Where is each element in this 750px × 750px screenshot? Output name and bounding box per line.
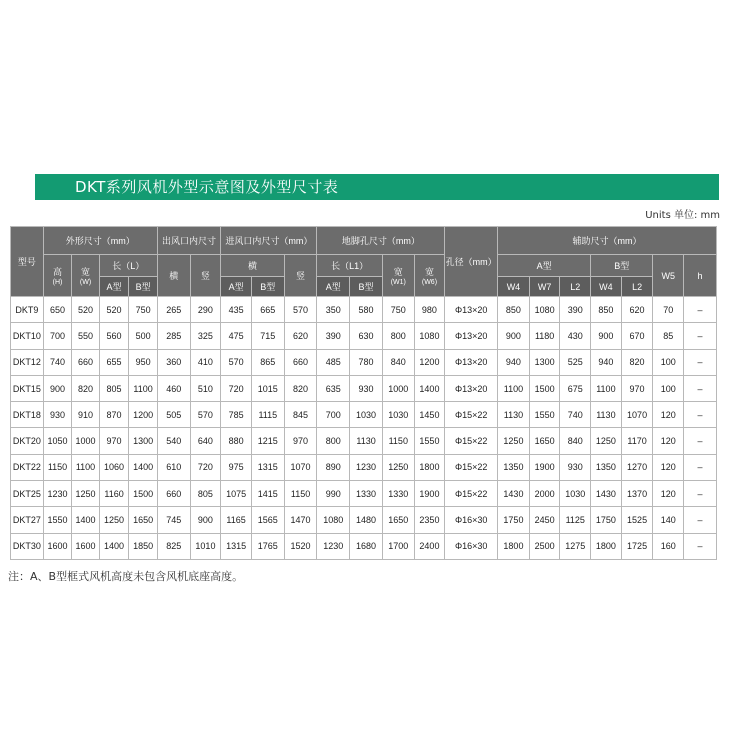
model-cell: DKT9 bbox=[11, 297, 44, 323]
header-outlet-horizontal: 横 bbox=[157, 255, 190, 297]
table-cell: 940 bbox=[591, 349, 622, 375]
header-foot-type-a: A型 bbox=[317, 277, 350, 297]
table-cell: 930 bbox=[43, 402, 72, 428]
table-cell: 930 bbox=[350, 375, 383, 401]
header-aux-a-w4: W4 bbox=[498, 277, 530, 297]
table-cell: 1115 bbox=[251, 402, 284, 428]
table-cell: 1750 bbox=[591, 507, 622, 533]
table-cell: 700 bbox=[43, 323, 72, 349]
table-cell: 1415 bbox=[251, 481, 284, 507]
table-cell: 1050 bbox=[43, 428, 72, 454]
table-cell: – bbox=[684, 481, 717, 507]
table-cell: 635 bbox=[317, 375, 350, 401]
table-cell: 900 bbox=[498, 323, 530, 349]
table-cell: Φ16×30 bbox=[445, 533, 498, 559]
table-cell: 1060 bbox=[99, 454, 129, 480]
table-row bbox=[11, 349, 717, 375]
table-cell: 560 bbox=[99, 323, 129, 349]
table-cell: 1400 bbox=[129, 454, 158, 480]
table-cell: 520 bbox=[72, 297, 99, 323]
table-cell: 1250 bbox=[72, 481, 99, 507]
table-cell: 500 bbox=[129, 323, 158, 349]
header-foot-width-w6-sub: (W6) bbox=[421, 278, 438, 286]
table-cell: 1030 bbox=[350, 402, 383, 428]
header-height bbox=[43, 255, 72, 297]
table-cell: 1170 bbox=[621, 428, 653, 454]
table-cell: 550 bbox=[72, 323, 99, 349]
table-cell: 675 bbox=[560, 375, 591, 401]
table-cell: 1330 bbox=[382, 481, 414, 507]
table-cell: 1600 bbox=[72, 533, 99, 559]
header-model: 型号 bbox=[11, 227, 44, 297]
table-cell: 890 bbox=[317, 454, 350, 480]
table-cell: 430 bbox=[560, 323, 591, 349]
header-height-sub: (H) bbox=[52, 278, 63, 286]
table-cell: 140 bbox=[653, 507, 684, 533]
header-height-label: 高 bbox=[53, 266, 63, 277]
header-w5: W5 bbox=[653, 255, 684, 297]
table-cell: 100 bbox=[653, 375, 684, 401]
table-cell: 360 bbox=[157, 349, 190, 375]
table-cell: 1800 bbox=[414, 454, 445, 480]
header-foot-width-w6-label: 宽 bbox=[424, 266, 434, 277]
table-cell: 900 bbox=[43, 375, 72, 401]
table-cell: Φ15×22 bbox=[445, 481, 498, 507]
header-inlet-dimensions: 进风口内尺寸（mm） bbox=[221, 227, 317, 255]
table-cell: Φ13×20 bbox=[445, 349, 498, 375]
table-cell: 1030 bbox=[382, 402, 414, 428]
header-aux-type-a: A型 bbox=[498, 255, 591, 277]
table-cell: 660 bbox=[72, 349, 99, 375]
table-cell: 1180 bbox=[529, 323, 560, 349]
table-cell: 1130 bbox=[350, 428, 383, 454]
table-cell: 750 bbox=[129, 297, 158, 323]
table-cell: 1160 bbox=[99, 481, 129, 507]
table-cell: – bbox=[684, 428, 717, 454]
table-cell: 840 bbox=[382, 349, 414, 375]
table-row bbox=[11, 454, 717, 480]
table-cell: 570 bbox=[221, 349, 252, 375]
table-cell: 1165 bbox=[221, 507, 252, 533]
table-cell: 740 bbox=[43, 349, 72, 375]
table-cell: 1070 bbox=[621, 402, 653, 428]
table-cell: 780 bbox=[350, 349, 383, 375]
table-row bbox=[11, 375, 717, 401]
table-cell: 1215 bbox=[251, 428, 284, 454]
table-cell: 570 bbox=[190, 402, 221, 428]
table-cell: 1550 bbox=[414, 428, 445, 454]
table-cell: 1150 bbox=[43, 454, 72, 480]
table-cell: 2000 bbox=[529, 481, 560, 507]
table-cell: 1075 bbox=[221, 481, 252, 507]
table-cell: 970 bbox=[621, 375, 653, 401]
table-cell: 1470 bbox=[284, 507, 317, 533]
table-cell: 805 bbox=[190, 481, 221, 507]
table-cell: – bbox=[684, 297, 717, 323]
header-foot-length: 长（L1） bbox=[317, 255, 383, 277]
table-cell: 1370 bbox=[621, 481, 653, 507]
table-cell: 1520 bbox=[284, 533, 317, 559]
table-cell: 1400 bbox=[99, 533, 129, 559]
header-aux-a-w7: W7 bbox=[529, 277, 560, 297]
table-cell: 1200 bbox=[129, 402, 158, 428]
table-cell: 120 bbox=[653, 454, 684, 480]
table-cell: 1270 bbox=[621, 454, 653, 480]
table-cell: 1150 bbox=[284, 481, 317, 507]
table-cell: 525 bbox=[560, 349, 591, 375]
table-cell: 1430 bbox=[591, 481, 622, 507]
model-cell: DKT15 bbox=[11, 375, 44, 401]
table-cell: Φ15×22 bbox=[445, 428, 498, 454]
table-cell: 820 bbox=[72, 375, 99, 401]
table-cell: 910 bbox=[72, 402, 99, 428]
table-cell: Φ13×20 bbox=[445, 323, 498, 349]
table-cell: 970 bbox=[99, 428, 129, 454]
dimension-table bbox=[10, 226, 717, 560]
table-cell: 1150 bbox=[382, 428, 414, 454]
model-cell: DKT18 bbox=[11, 402, 44, 428]
table-cell: 1070 bbox=[284, 454, 317, 480]
table-cell: 1300 bbox=[129, 428, 158, 454]
table-cell: 100 bbox=[653, 349, 684, 375]
table-row bbox=[11, 481, 717, 507]
model-cell: DKT30 bbox=[11, 533, 44, 559]
table-cell: – bbox=[684, 349, 717, 375]
table-cell: 700 bbox=[317, 402, 350, 428]
header-inlet-horizontal: 横 bbox=[221, 255, 284, 277]
table-cell: 850 bbox=[591, 297, 622, 323]
table-row bbox=[11, 507, 717, 533]
table-cell: – bbox=[684, 507, 717, 533]
header-width-sub: (W) bbox=[79, 278, 92, 286]
table-cell: 900 bbox=[190, 507, 221, 533]
table-cell: 740 bbox=[560, 402, 591, 428]
table-row bbox=[11, 297, 717, 323]
table-cell: 1400 bbox=[72, 507, 99, 533]
table-cell: 1315 bbox=[251, 454, 284, 480]
table-cell: 2400 bbox=[414, 533, 445, 559]
table-cell: 640 bbox=[190, 428, 221, 454]
model-cell: DKT22 bbox=[11, 454, 44, 480]
table-cell: Φ13×20 bbox=[445, 375, 498, 401]
table-cell: 670 bbox=[621, 323, 653, 349]
table-cell: 1900 bbox=[529, 454, 560, 480]
table-cell: 1350 bbox=[591, 454, 622, 480]
table-cell: 1550 bbox=[43, 507, 72, 533]
table-cell: 660 bbox=[284, 349, 317, 375]
table-cell: 1230 bbox=[43, 481, 72, 507]
header-outer-dimensions: 外形尺寸（mm） bbox=[43, 227, 157, 255]
table-cell: 1300 bbox=[529, 349, 560, 375]
table-cell: 1525 bbox=[621, 507, 653, 533]
model-cell: DKT10 bbox=[11, 323, 44, 349]
table-title: DKT系列风机外型示意图及外型尺寸表 bbox=[35, 174, 719, 200]
header-inlet-vertical: 竖 bbox=[284, 255, 317, 297]
table-cell: 1000 bbox=[382, 375, 414, 401]
table-cell: Φ13×20 bbox=[445, 297, 498, 323]
table-cell: 1480 bbox=[350, 507, 383, 533]
table-cell: 1450 bbox=[414, 402, 445, 428]
header-foot-width-w1-sub: (W1) bbox=[390, 278, 406, 286]
table-cell: 805 bbox=[99, 375, 129, 401]
table-cell: 1850 bbox=[129, 533, 158, 559]
table-cell: 1130 bbox=[498, 402, 530, 428]
table-cell: 800 bbox=[382, 323, 414, 349]
model-cell: DKT27 bbox=[11, 507, 44, 533]
table-cell: 520 bbox=[99, 297, 129, 323]
table-cell: 610 bbox=[157, 454, 190, 480]
table-cell: 510 bbox=[190, 375, 221, 401]
table-cell: – bbox=[684, 375, 717, 401]
table-cell: 2450 bbox=[529, 507, 560, 533]
table-cell: 800 bbox=[317, 428, 350, 454]
table-cell: 665 bbox=[251, 297, 284, 323]
table-cell: 1080 bbox=[529, 297, 560, 323]
table-cell: 1125 bbox=[560, 507, 591, 533]
table-cell: 660 bbox=[157, 481, 190, 507]
header-aux-b-l2: L2 bbox=[621, 277, 653, 297]
header-foot-hole-dimensions: 地脚孔尺寸（mm） bbox=[317, 227, 445, 255]
table-cell: 1275 bbox=[560, 533, 591, 559]
table-cell: 870 bbox=[99, 402, 129, 428]
table-cell: 820 bbox=[284, 375, 317, 401]
header-auxiliary-dimensions: 辅助尺寸（mm） bbox=[498, 227, 717, 255]
table-cell: 1800 bbox=[591, 533, 622, 559]
table-cell: 980 bbox=[414, 297, 445, 323]
table-cell: Φ15×22 bbox=[445, 454, 498, 480]
header-hole-diameter: 孔径（mm） bbox=[445, 227, 498, 297]
table-cell: 460 bbox=[157, 375, 190, 401]
table-cell: 1000 bbox=[72, 428, 99, 454]
table-cell: 485 bbox=[317, 349, 350, 375]
table-cell: Φ16×30 bbox=[445, 507, 498, 533]
table-cell: 950 bbox=[129, 349, 158, 375]
table-cell: 1100 bbox=[72, 454, 99, 480]
table-cell: 745 bbox=[157, 507, 190, 533]
table-cell: 120 bbox=[653, 481, 684, 507]
table-cell: 1100 bbox=[498, 375, 530, 401]
table-cell: 1550 bbox=[529, 402, 560, 428]
table-cell: 1015 bbox=[251, 375, 284, 401]
table-row bbox=[11, 323, 717, 349]
table-cell: 1500 bbox=[529, 375, 560, 401]
table-cell: 1250 bbox=[591, 428, 622, 454]
table-cell: 930 bbox=[560, 454, 591, 480]
table-cell: 850 bbox=[498, 297, 530, 323]
table-cell: 390 bbox=[560, 297, 591, 323]
table-cell: 720 bbox=[221, 375, 252, 401]
table-cell: 2500 bbox=[529, 533, 560, 559]
table-cell: 1650 bbox=[382, 507, 414, 533]
table-cell: 750 bbox=[382, 297, 414, 323]
table-cell: 1100 bbox=[129, 375, 158, 401]
header-foot-type-b: B型 bbox=[350, 277, 383, 297]
table-cell: 1080 bbox=[317, 507, 350, 533]
table-cell: 825 bbox=[157, 533, 190, 559]
table-cell: 1080 bbox=[414, 323, 445, 349]
table-cell: 540 bbox=[157, 428, 190, 454]
table-cell: 1130 bbox=[591, 402, 622, 428]
header-length-type-b: B型 bbox=[129, 277, 158, 297]
table-cell: 350 bbox=[317, 297, 350, 323]
table-cell: 840 bbox=[560, 428, 591, 454]
table-cell: – bbox=[684, 323, 717, 349]
header-inlet-type-b: B型 bbox=[251, 277, 284, 297]
table-cell: 1250 bbox=[99, 507, 129, 533]
table-cell: 1200 bbox=[414, 349, 445, 375]
model-cell: DKT20 bbox=[11, 428, 44, 454]
table-cell: 650 bbox=[43, 297, 72, 323]
table-cell: 580 bbox=[350, 297, 383, 323]
footnote: 注：A、B型框式风机高度未包含风机底座高度。 bbox=[8, 570, 244, 583]
table-cell: 1100 bbox=[591, 375, 622, 401]
table-body bbox=[11, 297, 717, 560]
table-cell: 120 bbox=[653, 428, 684, 454]
table-cell: – bbox=[684, 402, 717, 428]
table-cell: 475 bbox=[221, 323, 252, 349]
units-label: Units 单位: mm bbox=[645, 210, 720, 221]
table-cell: 435 bbox=[221, 297, 252, 323]
header-foot-width-w1-label: 宽 bbox=[393, 266, 403, 277]
table-cell: 900 bbox=[591, 323, 622, 349]
header-inlet-type-a: A型 bbox=[221, 277, 252, 297]
table-cell: 1600 bbox=[43, 533, 72, 559]
table-cell: 1500 bbox=[129, 481, 158, 507]
table-cell: 655 bbox=[99, 349, 129, 375]
table-cell: 865 bbox=[251, 349, 284, 375]
table-cell: 820 bbox=[621, 349, 653, 375]
table-row bbox=[11, 533, 717, 559]
header-aux-type-b: B型 bbox=[591, 255, 653, 277]
table-cell: 880 bbox=[221, 428, 252, 454]
table-cell: 1680 bbox=[350, 533, 383, 559]
table-cell: 570 bbox=[284, 297, 317, 323]
table-cell: 1330 bbox=[350, 481, 383, 507]
table-cell: 85 bbox=[653, 323, 684, 349]
table-cell: 70 bbox=[653, 297, 684, 323]
table-cell: 290 bbox=[190, 297, 221, 323]
table-cell: 785 bbox=[221, 402, 252, 428]
table-cell: 975 bbox=[221, 454, 252, 480]
table-cell: 990 bbox=[317, 481, 350, 507]
table-cell: 630 bbox=[350, 323, 383, 349]
table-cell: 1250 bbox=[498, 428, 530, 454]
table-row bbox=[11, 428, 717, 454]
table-cell: 1700 bbox=[382, 533, 414, 559]
header-h: h bbox=[684, 255, 717, 297]
table-cell: – bbox=[684, 533, 717, 559]
header-foot-width-w1 bbox=[382, 255, 414, 297]
table-cell: 620 bbox=[284, 323, 317, 349]
table-cell: 1765 bbox=[251, 533, 284, 559]
table-cell: 505 bbox=[157, 402, 190, 428]
table-row bbox=[11, 402, 717, 428]
header-length: 长（L） bbox=[99, 255, 157, 277]
table-cell: 1315 bbox=[221, 533, 252, 559]
table-cell: 120 bbox=[653, 402, 684, 428]
table-cell: 1010 bbox=[190, 533, 221, 559]
table-cell: 265 bbox=[157, 297, 190, 323]
header-outlet-vertical: 竖 bbox=[190, 255, 221, 297]
table-cell: 1250 bbox=[382, 454, 414, 480]
table-cell: 715 bbox=[251, 323, 284, 349]
header-length-type-a: A型 bbox=[99, 277, 129, 297]
table-cell: 1430 bbox=[498, 481, 530, 507]
table-cell: 1725 bbox=[621, 533, 653, 559]
header-width bbox=[72, 255, 99, 297]
table-cell: 970 bbox=[284, 428, 317, 454]
table-cell: 620 bbox=[621, 297, 653, 323]
table-cell: 2350 bbox=[414, 507, 445, 533]
table-cell: 1650 bbox=[129, 507, 158, 533]
table-cell: 410 bbox=[190, 349, 221, 375]
header-outlet-dimensions: 出风口内尺寸 bbox=[157, 227, 220, 255]
table-cell: 1350 bbox=[498, 454, 530, 480]
table-cell: 1230 bbox=[317, 533, 350, 559]
table-cell: 1650 bbox=[529, 428, 560, 454]
model-cell: DKT25 bbox=[11, 481, 44, 507]
header-width-label: 宽 bbox=[81, 266, 91, 277]
table-cell: 1900 bbox=[414, 481, 445, 507]
table-cell: 845 bbox=[284, 402, 317, 428]
table-cell: 325 bbox=[190, 323, 221, 349]
table-cell: 1750 bbox=[498, 507, 530, 533]
table-cell: – bbox=[684, 454, 717, 480]
table-cell: 720 bbox=[190, 454, 221, 480]
table-cell: 1230 bbox=[350, 454, 383, 480]
table-cell: 940 bbox=[498, 349, 530, 375]
table-cell: Φ15×22 bbox=[445, 402, 498, 428]
model-cell: DKT12 bbox=[11, 349, 44, 375]
table-cell: 1030 bbox=[560, 481, 591, 507]
table-cell: 1565 bbox=[251, 507, 284, 533]
table-cell: 390 bbox=[317, 323, 350, 349]
table-cell: 1800 bbox=[498, 533, 530, 559]
header-foot-width-w6 bbox=[414, 255, 445, 297]
header-aux-a-l2: L2 bbox=[560, 277, 591, 297]
table-cell: 160 bbox=[653, 533, 684, 559]
table-cell: 1400 bbox=[414, 375, 445, 401]
table-cell: 285 bbox=[157, 323, 190, 349]
header-aux-b-w4: W4 bbox=[591, 277, 622, 297]
